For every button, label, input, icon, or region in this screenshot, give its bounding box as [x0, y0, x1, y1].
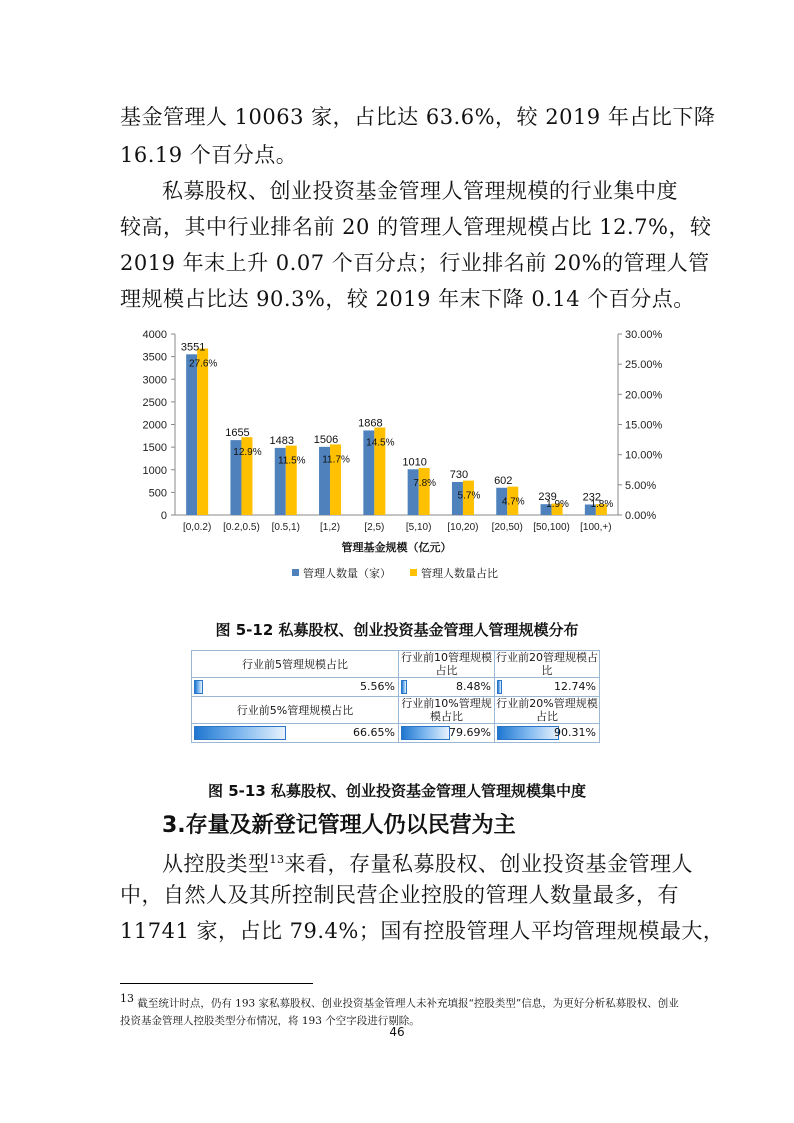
- top5-value-cell: [192, 678, 399, 697]
- x-tick-label: [0.2,0.5): [223, 522, 260, 533]
- bar-share: [419, 468, 430, 515]
- x-tick-label: [10,20): [447, 522, 479, 533]
- count-data-label: 239: [538, 491, 557, 504]
- top5-databar: [194, 680, 203, 694]
- x-axis-title: 管理基金规模（亿元）: [341, 542, 452, 554]
- manager-scale-chart: [120, 322, 675, 592]
- share-data-label: 12.9%: [233, 447, 262, 459]
- x-tick-label: [100,+): [580, 522, 612, 533]
- count-data-label: 1655: [225, 427, 250, 440]
- bar-count: [186, 354, 197, 515]
- legend-swatch-count: [292, 569, 299, 576]
- y-tick-label: 4000: [142, 329, 167, 341]
- y2-tick-label: 25.00%: [625, 359, 663, 372]
- top20pct-label: 行业前20%管理规模占比: [496, 697, 598, 723]
- top5pct-value-cell: [192, 724, 399, 743]
- footnote-mark: 13: [120, 992, 134, 1005]
- top20-value-cell: [495, 678, 600, 697]
- legend-swatch-share: [410, 569, 417, 576]
- footnote-ref: 13: [269, 853, 285, 866]
- body-line-1: 基金管理人 10063 家，占比达 63.6%，较 2019 年占比下降: [120, 105, 716, 129]
- legend-label-share: 管理人数量占比: [421, 568, 498, 580]
- x-tick-label: [2,5): [364, 522, 385, 533]
- top10pct-value: 79.69%: [449, 726, 491, 739]
- count-data-label: 3551: [180, 341, 206, 354]
- count-data-label: 1506: [313, 433, 339, 446]
- share-data-label: 1.8%: [590, 499, 614, 510]
- share-data-label: 11.7%: [322, 454, 350, 466]
- section-heading: 3.存量及新登记管理人仍以民营为主: [162, 813, 516, 838]
- body-line-4: 较高，其中行业排名前 20 的管理人管理规模占比 12.7%，较: [120, 215, 712, 239]
- top20pct-value-cell: [495, 724, 600, 743]
- share-data-label: 14.5%: [366, 437, 395, 449]
- y-tick-label: 2500: [142, 396, 167, 409]
- top20pct-value: 90.31%: [554, 726, 596, 739]
- body-line-2: 16.19 个百分点。: [120, 143, 298, 167]
- y2-tick-label: 15.00%: [625, 419, 663, 432]
- share-data-label: 5.7%: [457, 490, 481, 502]
- top20-label: 行业前20管理规模占比: [496, 651, 598, 677]
- share-data-label: 1.9%: [546, 499, 569, 510]
- footnote: [120, 990, 680, 1030]
- share-data-label: 11.5%: [277, 455, 306, 467]
- share-data-label: 27.6%: [188, 358, 218, 370]
- top5pct-value: 66.65%: [353, 726, 395, 739]
- share-data-label: 4.7%: [501, 496, 525, 508]
- body-line-7-post: 来看，存量私募股权、创业投资基金管理人: [284, 852, 693, 876]
- body-line-9: 11741 家，占比 79.4%；国有控股管理人平均管理规模最大，: [120, 919, 725, 943]
- y2-tick-label: 30.00%: [625, 329, 663, 341]
- body-line-5: 2019 年末上升 0.07 个百分点；行业排名前 20%的管理人管: [120, 251, 710, 275]
- count-data-label: 730: [449, 468, 469, 481]
- count-data-label: 602: [494, 474, 513, 487]
- y2-tick-label: 20.00%: [625, 389, 663, 402]
- top20-value: 12.74%: [554, 680, 596, 693]
- y-tick-label: 2000: [142, 419, 167, 432]
- top10-databar: [401, 680, 407, 694]
- y-tick-label: 500: [148, 487, 167, 500]
- top5-value: 5.56%: [360, 680, 395, 693]
- x-tick-label: [50,100): [533, 522, 570, 533]
- top10-value-cell: [399, 678, 495, 697]
- bar-share: [197, 348, 208, 515]
- body-line-7: [162, 845, 693, 879]
- count-data-label: 1010: [402, 456, 427, 469]
- top5pct-databar: [194, 726, 286, 740]
- x-tick-label: [1,2): [320, 522, 341, 533]
- x-tick-label: [0.5,1): [271, 522, 300, 533]
- figure-5-12-caption: 图 5-12 私募股权、创业投资基金管理人管理规模分布: [215, 621, 579, 639]
- y-tick-label: 0: [160, 510, 167, 522]
- figure-5-13-caption: 图 5-13 私募股权、创业投资基金管理人管理规模集中度: [208, 782, 586, 800]
- top10pct-databar: [401, 726, 450, 740]
- legend-label-count: 管理人数量（家）: [303, 568, 391, 580]
- top20-databar: [497, 680, 502, 694]
- top20pct-databar: [497, 726, 559, 740]
- body-line-7-pre: 从控股类型: [162, 852, 270, 876]
- count-data-label: 1483: [269, 434, 294, 447]
- y2-tick-label: 10.00%: [625, 449, 663, 462]
- body-line-3: 私募股权、创业投资基金管理人管理规模的行业集中度: [162, 179, 678, 203]
- y-tick-label: 1000: [142, 464, 167, 477]
- top10pct-label: 行业前10%管理规模占比: [399, 697, 495, 724]
- y2-tick-label: 0.00%: [625, 510, 657, 522]
- y-tick-label: 3500: [142, 351, 167, 364]
- top5-label: 行业前5管理规模占比: [192, 651, 399, 678]
- y-tick-label: 1500: [142, 442, 167, 455]
- top10-label: 行业前10管理规模占比: [399, 651, 495, 678]
- x-tick-label: [20,50): [491, 522, 523, 533]
- top5pct-label: 行业前5%管理规模占比: [192, 697, 399, 724]
- top10-value: 8.48%: [456, 680, 491, 693]
- y-tick-label: 3000: [142, 374, 167, 387]
- share-data-label: 7.8%: [413, 477, 437, 489]
- bar-count: [408, 469, 419, 515]
- page-number: 46: [389, 1025, 405, 1039]
- footnote-rule: [120, 983, 313, 984]
- concentration-table: [191, 650, 600, 743]
- count-data-label: 232: [582, 491, 602, 504]
- body-line-8: 中，自然人及其所控制民营企业控股的管理人数量最多，有: [120, 883, 679, 907]
- y2-tick-label: 5.00%: [625, 479, 657, 492]
- count-data-label: 1868: [358, 417, 383, 430]
- x-tick-label: [5,10): [405, 522, 432, 533]
- top10pct-value-cell: [399, 724, 495, 743]
- footnote-text: 截至统计时点，仍有 193 家私募股权、创业投资基金管理人未补充填报“控股类型”信息，为更好分析私募股权、创业投资基金管理人控股类型分布情况，将 193 个空字段进行剔除。: [120, 997, 679, 1027]
- x-tick-label: [0,0.2): [182, 522, 212, 533]
- body-line-6: 理规模占比达 90.3%，较 2019 年末下降 0.14 个百分点。: [120, 287, 695, 311]
